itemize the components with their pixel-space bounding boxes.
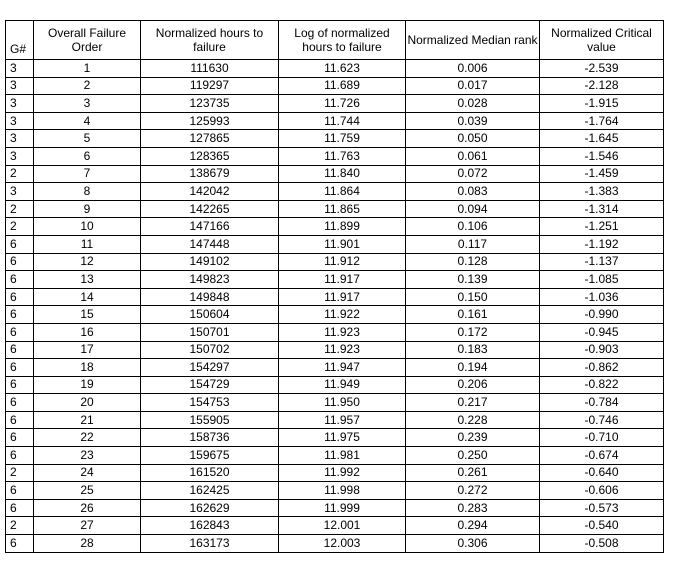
table-row (6, 517, 664, 535)
header-overall-failure-order: Overall Failure Order (34, 21, 141, 60)
cell-group-number: 6 (6, 482, 34, 500)
cell-failure-order: 17 (34, 341, 141, 359)
table-row (6, 341, 664, 359)
header-critical-value: Normalized Critical value (540, 21, 664, 60)
cell-group-number: 6 (6, 359, 34, 377)
table-row (6, 200, 664, 218)
cell-log-hours: 11.957 (279, 411, 406, 429)
cell-log-hours: 11.923 (279, 341, 406, 359)
cell-failure-order: 16 (34, 323, 141, 341)
failure-data-table (5, 20, 664, 553)
cell-median-rank: 0.028 (406, 95, 540, 113)
cell-log-hours: 11.923 (279, 323, 406, 341)
cell-median-rank: 0.183 (406, 341, 540, 359)
cell-log-hours: 11.950 (279, 394, 406, 412)
cell-normalized-hours: 142042 (141, 183, 279, 201)
cell-group-number: 2 (6, 517, 34, 535)
cell-group-number: 3 (6, 183, 34, 201)
cell-normalized-hours: 128365 (141, 147, 279, 165)
table-row (6, 394, 664, 412)
cell-critical-value: -0.862 (540, 359, 664, 377)
cell-group-number: 2 (6, 165, 34, 183)
table-row (6, 112, 664, 130)
table-row (6, 130, 664, 148)
header-group-number: G# (6, 21, 34, 60)
table-row (6, 183, 664, 201)
cell-normalized-hours: 161520 (141, 464, 279, 482)
cell-critical-value: -1.085 (540, 271, 664, 289)
cell-critical-value: -2.539 (540, 60, 664, 78)
cell-critical-value: -2.128 (540, 77, 664, 95)
cell-median-rank: 0.272 (406, 482, 540, 500)
cell-median-rank: 0.128 (406, 253, 540, 271)
cell-log-hours: 11.999 (279, 499, 406, 517)
table-row (6, 95, 664, 113)
cell-failure-order: 11 (34, 235, 141, 253)
cell-failure-order: 9 (34, 200, 141, 218)
table-row (6, 323, 664, 341)
cell-median-rank: 0.017 (406, 77, 540, 95)
cell-critical-value: -1.251 (540, 218, 664, 236)
table-row (6, 271, 664, 289)
cell-normalized-hours: 119297 (141, 77, 279, 95)
cell-failure-order: 28 (34, 535, 141, 553)
cell-group-number: 2 (6, 200, 34, 218)
cell-critical-value: -0.990 (540, 306, 664, 324)
cell-critical-value: -0.573 (540, 499, 664, 517)
cell-group-number: 2 (6, 218, 34, 236)
header-normalized-hours: Normalized hours to failure (141, 21, 279, 60)
cell-log-hours: 11.917 (279, 288, 406, 306)
cell-failure-order: 6 (34, 147, 141, 165)
cell-log-hours: 11.975 (279, 429, 406, 447)
cell-normalized-hours: 123735 (141, 95, 279, 113)
table-row (6, 218, 664, 236)
cell-group-number: 3 (6, 60, 34, 78)
cell-log-hours: 11.899 (279, 218, 406, 236)
table-row (6, 288, 664, 306)
cell-median-rank: 0.083 (406, 183, 540, 201)
cell-median-rank: 0.261 (406, 464, 540, 482)
cell-normalized-hours: 162425 (141, 482, 279, 500)
cell-critical-value: -0.540 (540, 517, 664, 535)
cell-failure-order: 27 (34, 517, 141, 535)
cell-group-number: 3 (6, 77, 34, 95)
cell-log-hours: 11.744 (279, 112, 406, 130)
cell-failure-order: 24 (34, 464, 141, 482)
cell-normalized-hours: 125993 (141, 112, 279, 130)
cell-critical-value: -1.192 (540, 235, 664, 253)
cell-failure-order: 19 (34, 376, 141, 394)
cell-normalized-hours: 150701 (141, 323, 279, 341)
cell-critical-value: -1.383 (540, 183, 664, 201)
cell-log-hours: 11.901 (279, 235, 406, 253)
cell-log-hours: 11.922 (279, 306, 406, 324)
cell-log-hours: 11.865 (279, 200, 406, 218)
cell-failure-order: 8 (34, 183, 141, 201)
cell-normalized-hours: 149102 (141, 253, 279, 271)
cell-group-number: 6 (6, 429, 34, 447)
cell-median-rank: 0.139 (406, 271, 540, 289)
cell-critical-value: -1.314 (540, 200, 664, 218)
cell-failure-order: 22 (34, 429, 141, 447)
cell-group-number: 6 (6, 394, 34, 412)
cell-critical-value: -1.459 (540, 165, 664, 183)
table-row (6, 359, 664, 377)
cell-median-rank: 0.250 (406, 447, 540, 465)
cell-critical-value: -1.546 (540, 147, 664, 165)
cell-log-hours: 11.623 (279, 60, 406, 78)
table-row (6, 306, 664, 324)
cell-critical-value: -0.674 (540, 447, 664, 465)
cell-normalized-hours: 155905 (141, 411, 279, 429)
cell-group-number: 6 (6, 323, 34, 341)
cell-normalized-hours: 147448 (141, 235, 279, 253)
cell-median-rank: 0.150 (406, 288, 540, 306)
cell-log-hours: 11.947 (279, 359, 406, 377)
cell-critical-value: -0.508 (540, 535, 664, 553)
cell-log-hours: 11.998 (279, 482, 406, 500)
cell-normalized-hours: 163173 (141, 535, 279, 553)
table-row (6, 147, 664, 165)
cell-median-rank: 0.094 (406, 200, 540, 218)
cell-median-rank: 0.283 (406, 499, 540, 517)
cell-critical-value: -1.915 (540, 95, 664, 113)
cell-median-rank: 0.294 (406, 517, 540, 535)
cell-normalized-hours: 127865 (141, 130, 279, 148)
cell-group-number: 6 (6, 447, 34, 465)
cell-log-hours: 12.001 (279, 517, 406, 535)
header-median-rank: Normalized Median rank (406, 21, 540, 60)
cell-failure-order: 23 (34, 447, 141, 465)
cell-failure-order: 18 (34, 359, 141, 377)
cell-median-rank: 0.039 (406, 112, 540, 130)
cell-median-rank: 0.106 (406, 218, 540, 236)
table-row (6, 253, 664, 271)
cell-critical-value: -0.945 (540, 323, 664, 341)
cell-critical-value: -1.645 (540, 130, 664, 148)
cell-group-number: 6 (6, 288, 34, 306)
cell-failure-order: 26 (34, 499, 141, 517)
cell-failure-order: 5 (34, 130, 141, 148)
cell-median-rank: 0.161 (406, 306, 540, 324)
cell-group-number: 6 (6, 499, 34, 517)
cell-median-rank: 0.194 (406, 359, 540, 377)
cell-failure-order: 4 (34, 112, 141, 130)
cell-median-rank: 0.217 (406, 394, 540, 412)
cell-median-rank: 0.228 (406, 411, 540, 429)
cell-log-hours: 11.726 (279, 95, 406, 113)
cell-critical-value: -1.036 (540, 288, 664, 306)
cell-log-hours: 11.763 (279, 147, 406, 165)
cell-group-number: 3 (6, 95, 34, 113)
cell-normalized-hours: 154297 (141, 359, 279, 377)
cell-normalized-hours: 149823 (141, 271, 279, 289)
cell-normalized-hours: 150604 (141, 306, 279, 324)
cell-failure-order: 3 (34, 95, 141, 113)
cell-failure-order: 14 (34, 288, 141, 306)
cell-group-number: 3 (6, 112, 34, 130)
cell-log-hours: 11.864 (279, 183, 406, 201)
cell-group-number: 6 (6, 376, 34, 394)
cell-failure-order: 1 (34, 60, 141, 78)
cell-log-hours: 12.003 (279, 535, 406, 553)
cell-group-number: 3 (6, 147, 34, 165)
cell-normalized-hours: 159675 (141, 447, 279, 465)
cell-normalized-hours: 154729 (141, 376, 279, 394)
table-row (6, 60, 664, 78)
cell-failure-order: 21 (34, 411, 141, 429)
cell-failure-order: 20 (34, 394, 141, 412)
cell-normalized-hours: 149848 (141, 288, 279, 306)
cell-group-number: 6 (6, 253, 34, 271)
cell-failure-order: 13 (34, 271, 141, 289)
cell-median-rank: 0.006 (406, 60, 540, 78)
cell-log-hours: 11.689 (279, 77, 406, 95)
cell-log-hours: 11.949 (279, 376, 406, 394)
cell-median-rank: 0.050 (406, 130, 540, 148)
cell-critical-value: -1.764 (540, 112, 664, 130)
cell-critical-value: -0.746 (540, 411, 664, 429)
cell-median-rank: 0.072 (406, 165, 540, 183)
cell-critical-value: -0.784 (540, 394, 664, 412)
cell-group-number: 6 (6, 306, 34, 324)
cell-median-rank: 0.172 (406, 323, 540, 341)
cell-failure-order: 12 (34, 253, 141, 271)
cell-group-number: 6 (6, 235, 34, 253)
failure-table-container (5, 20, 664, 553)
cell-log-hours: 11.981 (279, 447, 406, 465)
cell-critical-value: -0.903 (540, 341, 664, 359)
cell-normalized-hours: 154753 (141, 394, 279, 412)
cell-normalized-hours: 142265 (141, 200, 279, 218)
cell-log-hours: 11.912 (279, 253, 406, 271)
cell-median-rank: 0.117 (406, 235, 540, 253)
table-row (6, 165, 664, 183)
table-row (6, 376, 664, 394)
cell-group-number: 3 (6, 130, 34, 148)
table-row (6, 429, 664, 447)
cell-critical-value: -0.710 (540, 429, 664, 447)
cell-failure-order: 25 (34, 482, 141, 500)
table-row (6, 464, 664, 482)
cell-normalized-hours: 147166 (141, 218, 279, 236)
cell-group-number: 6 (6, 411, 34, 429)
cell-normalized-hours: 138679 (141, 165, 279, 183)
cell-group-number: 6 (6, 341, 34, 359)
cell-log-hours: 11.992 (279, 464, 406, 482)
cell-normalized-hours: 111630 (141, 60, 279, 78)
cell-group-number: 6 (6, 535, 34, 553)
cell-log-hours: 11.840 (279, 165, 406, 183)
cell-group-number: 6 (6, 271, 34, 289)
table-row (6, 77, 664, 95)
cell-critical-value: -0.822 (540, 376, 664, 394)
cell-failure-order: 10 (34, 218, 141, 236)
cell-critical-value: -1.137 (540, 253, 664, 271)
cell-critical-value: -0.606 (540, 482, 664, 500)
table-body (6, 60, 664, 553)
table-row (6, 499, 664, 517)
table-header (6, 21, 664, 60)
cell-normalized-hours: 158736 (141, 429, 279, 447)
cell-failure-order: 15 (34, 306, 141, 324)
cell-log-hours: 11.759 (279, 130, 406, 148)
cell-critical-value: -0.640 (540, 464, 664, 482)
cell-median-rank: 0.306 (406, 535, 540, 553)
table-row (6, 447, 664, 465)
cell-normalized-hours: 150702 (141, 341, 279, 359)
table-row (6, 482, 664, 500)
cell-normalized-hours: 162843 (141, 517, 279, 535)
cell-failure-order: 7 (34, 165, 141, 183)
cell-median-rank: 0.206 (406, 376, 540, 394)
cell-median-rank: 0.239 (406, 429, 540, 447)
table-row (6, 235, 664, 253)
header-log-normalized-hours: Log of normalized hours to failure (279, 21, 406, 60)
cell-group-number: 2 (6, 464, 34, 482)
cell-log-hours: 11.917 (279, 271, 406, 289)
cell-failure-order: 2 (34, 77, 141, 95)
table-row (6, 535, 664, 553)
header-row (6, 21, 664, 60)
table-row (6, 411, 664, 429)
cell-normalized-hours: 162629 (141, 499, 279, 517)
cell-median-rank: 0.061 (406, 147, 540, 165)
